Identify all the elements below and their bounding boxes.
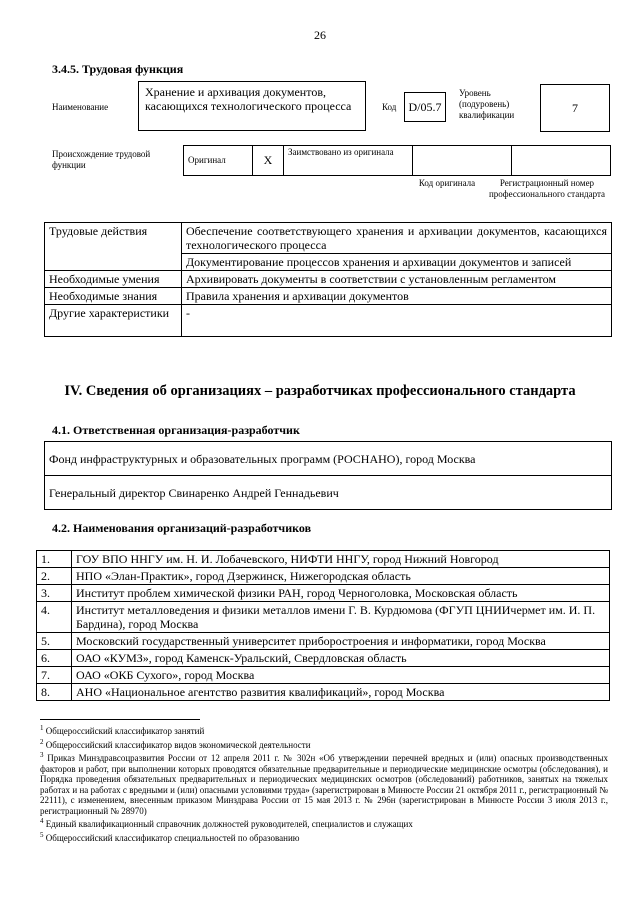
subsection-42-heading: 4.2. Наименования организаций-разработчиков bbox=[52, 521, 312, 535]
details-label: Другие характеристики bbox=[45, 305, 182, 337]
origin-label: Происхождение трудовой функции bbox=[52, 149, 151, 170]
director-name: Генеральный директор Свинаренко Андрей Геннадьевич bbox=[45, 476, 612, 510]
origin-table bbox=[183, 145, 611, 176]
org-number: 3. bbox=[37, 585, 72, 602]
table-row bbox=[37, 667, 610, 684]
level-label: Уровень (подуровень) квалификации bbox=[459, 88, 515, 120]
reg-number-caption: Регистрационный номер профессионального стандарта bbox=[488, 178, 606, 199]
org-number: 8. bbox=[37, 684, 72, 701]
table-row bbox=[45, 288, 612, 305]
reg-number-cell bbox=[512, 146, 611, 176]
section-iv-title: IV. Сведения об организациях – разработчиках профессионального стандарта bbox=[64, 383, 576, 399]
details-value: Документирование процессов хранения и архивации документов и записей bbox=[182, 254, 612, 271]
footnotes bbox=[40, 723, 608, 843]
level-value: 7 bbox=[572, 101, 578, 115]
developers-table bbox=[36, 550, 610, 701]
org-number: 1. bbox=[37, 551, 72, 568]
responsible-org-table bbox=[44, 441, 612, 510]
details-label: Необходимые умения bbox=[45, 271, 182, 288]
borrowed-label: Заимствовано из оригинала bbox=[284, 146, 413, 176]
table-row bbox=[37, 551, 610, 568]
footnote: $^4$ Единый квалификационный справочник должностей руководителей, специалистов и служащих bbox=[40, 817, 413, 829]
org-name: Московский государственный университет приборостроения и информатики, город Москва bbox=[72, 633, 610, 650]
org-name: АНО «Национальное агентство развития квалификаций», город Москва bbox=[72, 684, 610, 701]
details-value: Обеспечение соответствующего хранения и архивации документов, касающихся технологического процесса bbox=[182, 223, 612, 254]
org-name: Институт проблем химической физики РАН, город Черноголовка, Московская область bbox=[72, 585, 610, 602]
code-box bbox=[404, 92, 446, 122]
table-row bbox=[37, 568, 610, 585]
table-row bbox=[45, 254, 612, 271]
org-name: Институт металловедения и физики металлов имени Г. В. Курдюмова (ФГУП ЦНИИчермет им. И. П. Бардина), город Москва bbox=[72, 602, 610, 633]
org-number: 4. bbox=[37, 602, 72, 633]
details-value: - bbox=[182, 305, 612, 337]
table-row bbox=[37, 650, 610, 667]
org-name: ОАО «КУМЗ», город Каменск-Уральский, Свердловская область bbox=[72, 650, 610, 667]
footnote: $^2$ Общероссийский классификатор видов экономической деятельности bbox=[40, 737, 311, 750]
table-row bbox=[45, 271, 612, 288]
details-label bbox=[45, 254, 182, 271]
name-label: Наименование bbox=[52, 102, 109, 112]
details-label: Трудовые действия bbox=[45, 223, 182, 254]
responsible-org-name: Фонд инфраструктурных и образовательных программ (РОСНАНО), город Москва bbox=[45, 442, 612, 476]
code-label: Код bbox=[382, 102, 397, 112]
original-label: Оригинал bbox=[184, 146, 253, 176]
footnote: $^5$ Общероссийский классификатор специальностей по образованию bbox=[40, 830, 300, 843]
level-box bbox=[540, 84, 610, 132]
code-original-cell bbox=[413, 146, 512, 176]
function-name-box bbox=[138, 81, 366, 131]
details-value: Правила хранения и архивации документов bbox=[182, 288, 612, 305]
org-number: 5. bbox=[37, 633, 72, 650]
footnote-divider bbox=[40, 719, 200, 720]
org-number: 2. bbox=[37, 568, 72, 585]
page-number: 26 bbox=[314, 28, 326, 42]
footnote: $^1$ Общероссийский классификатор занятий bbox=[40, 724, 205, 736]
details-table bbox=[44, 222, 612, 337]
subsection-41-heading: 4.1. Ответственная организация-разработчик bbox=[52, 423, 300, 437]
section-heading-345: 3.4.5. Трудовая функция bbox=[52, 62, 184, 76]
table-row bbox=[37, 585, 610, 602]
original-mark: X bbox=[253, 146, 284, 176]
table-row bbox=[37, 602, 610, 633]
org-number: 7. bbox=[37, 667, 72, 684]
table-row bbox=[45, 223, 612, 254]
org-name: ГОУ ВПО ННГУ им. Н. И. Лобачевского, НИФТИ ННГУ, город Нижний Новгород bbox=[72, 551, 610, 568]
code-original-caption: Код оригинала bbox=[418, 178, 476, 188]
code-value: D/05.7 bbox=[408, 100, 442, 114]
table-row bbox=[37, 633, 610, 650]
org-name: НПО «Элан-Практик», город Дзержинск, Нижегородская область bbox=[72, 568, 610, 585]
table-row bbox=[45, 305, 612, 337]
footnote: $^3$ Приказ Минздравсоцразвития России от 12 апреля 2011 г. № 302н «Об утверждении перечней вредных и (или) опасных производственных факторов и работ, при выполнении которых проводятся обязательные предварительные и периодические медицинские осмотры (обследования), и Порядка проведения обязательных предварительных и периодических медицинских осмотров (обследований) работников, занятых на тяжелых работах и на работах с вредными и (или) опасными условиями труда» (зарегистрирован в Минюсте России 21 октября 2011 г., регистрационный № 22111), с изменением, внесенным приказом Минздрава России от 15 мая 2013 г. № 296н (зарегистрирован в Минюсте России 3 июля 2013 г., регистрационный № 28970) bbox=[40, 751, 608, 816]
table-row bbox=[37, 684, 610, 701]
org-number: 6. bbox=[37, 650, 72, 667]
details-value: Архивировать документы в соответствии с установленным регламентом bbox=[182, 271, 612, 288]
function-name-value: Хранение и архивация документов, касающихся технологического процесса bbox=[145, 85, 352, 113]
org-name: ОАО «ОКБ Сухого», город Москва bbox=[72, 667, 610, 684]
details-label: Необходимые знания bbox=[45, 288, 182, 305]
